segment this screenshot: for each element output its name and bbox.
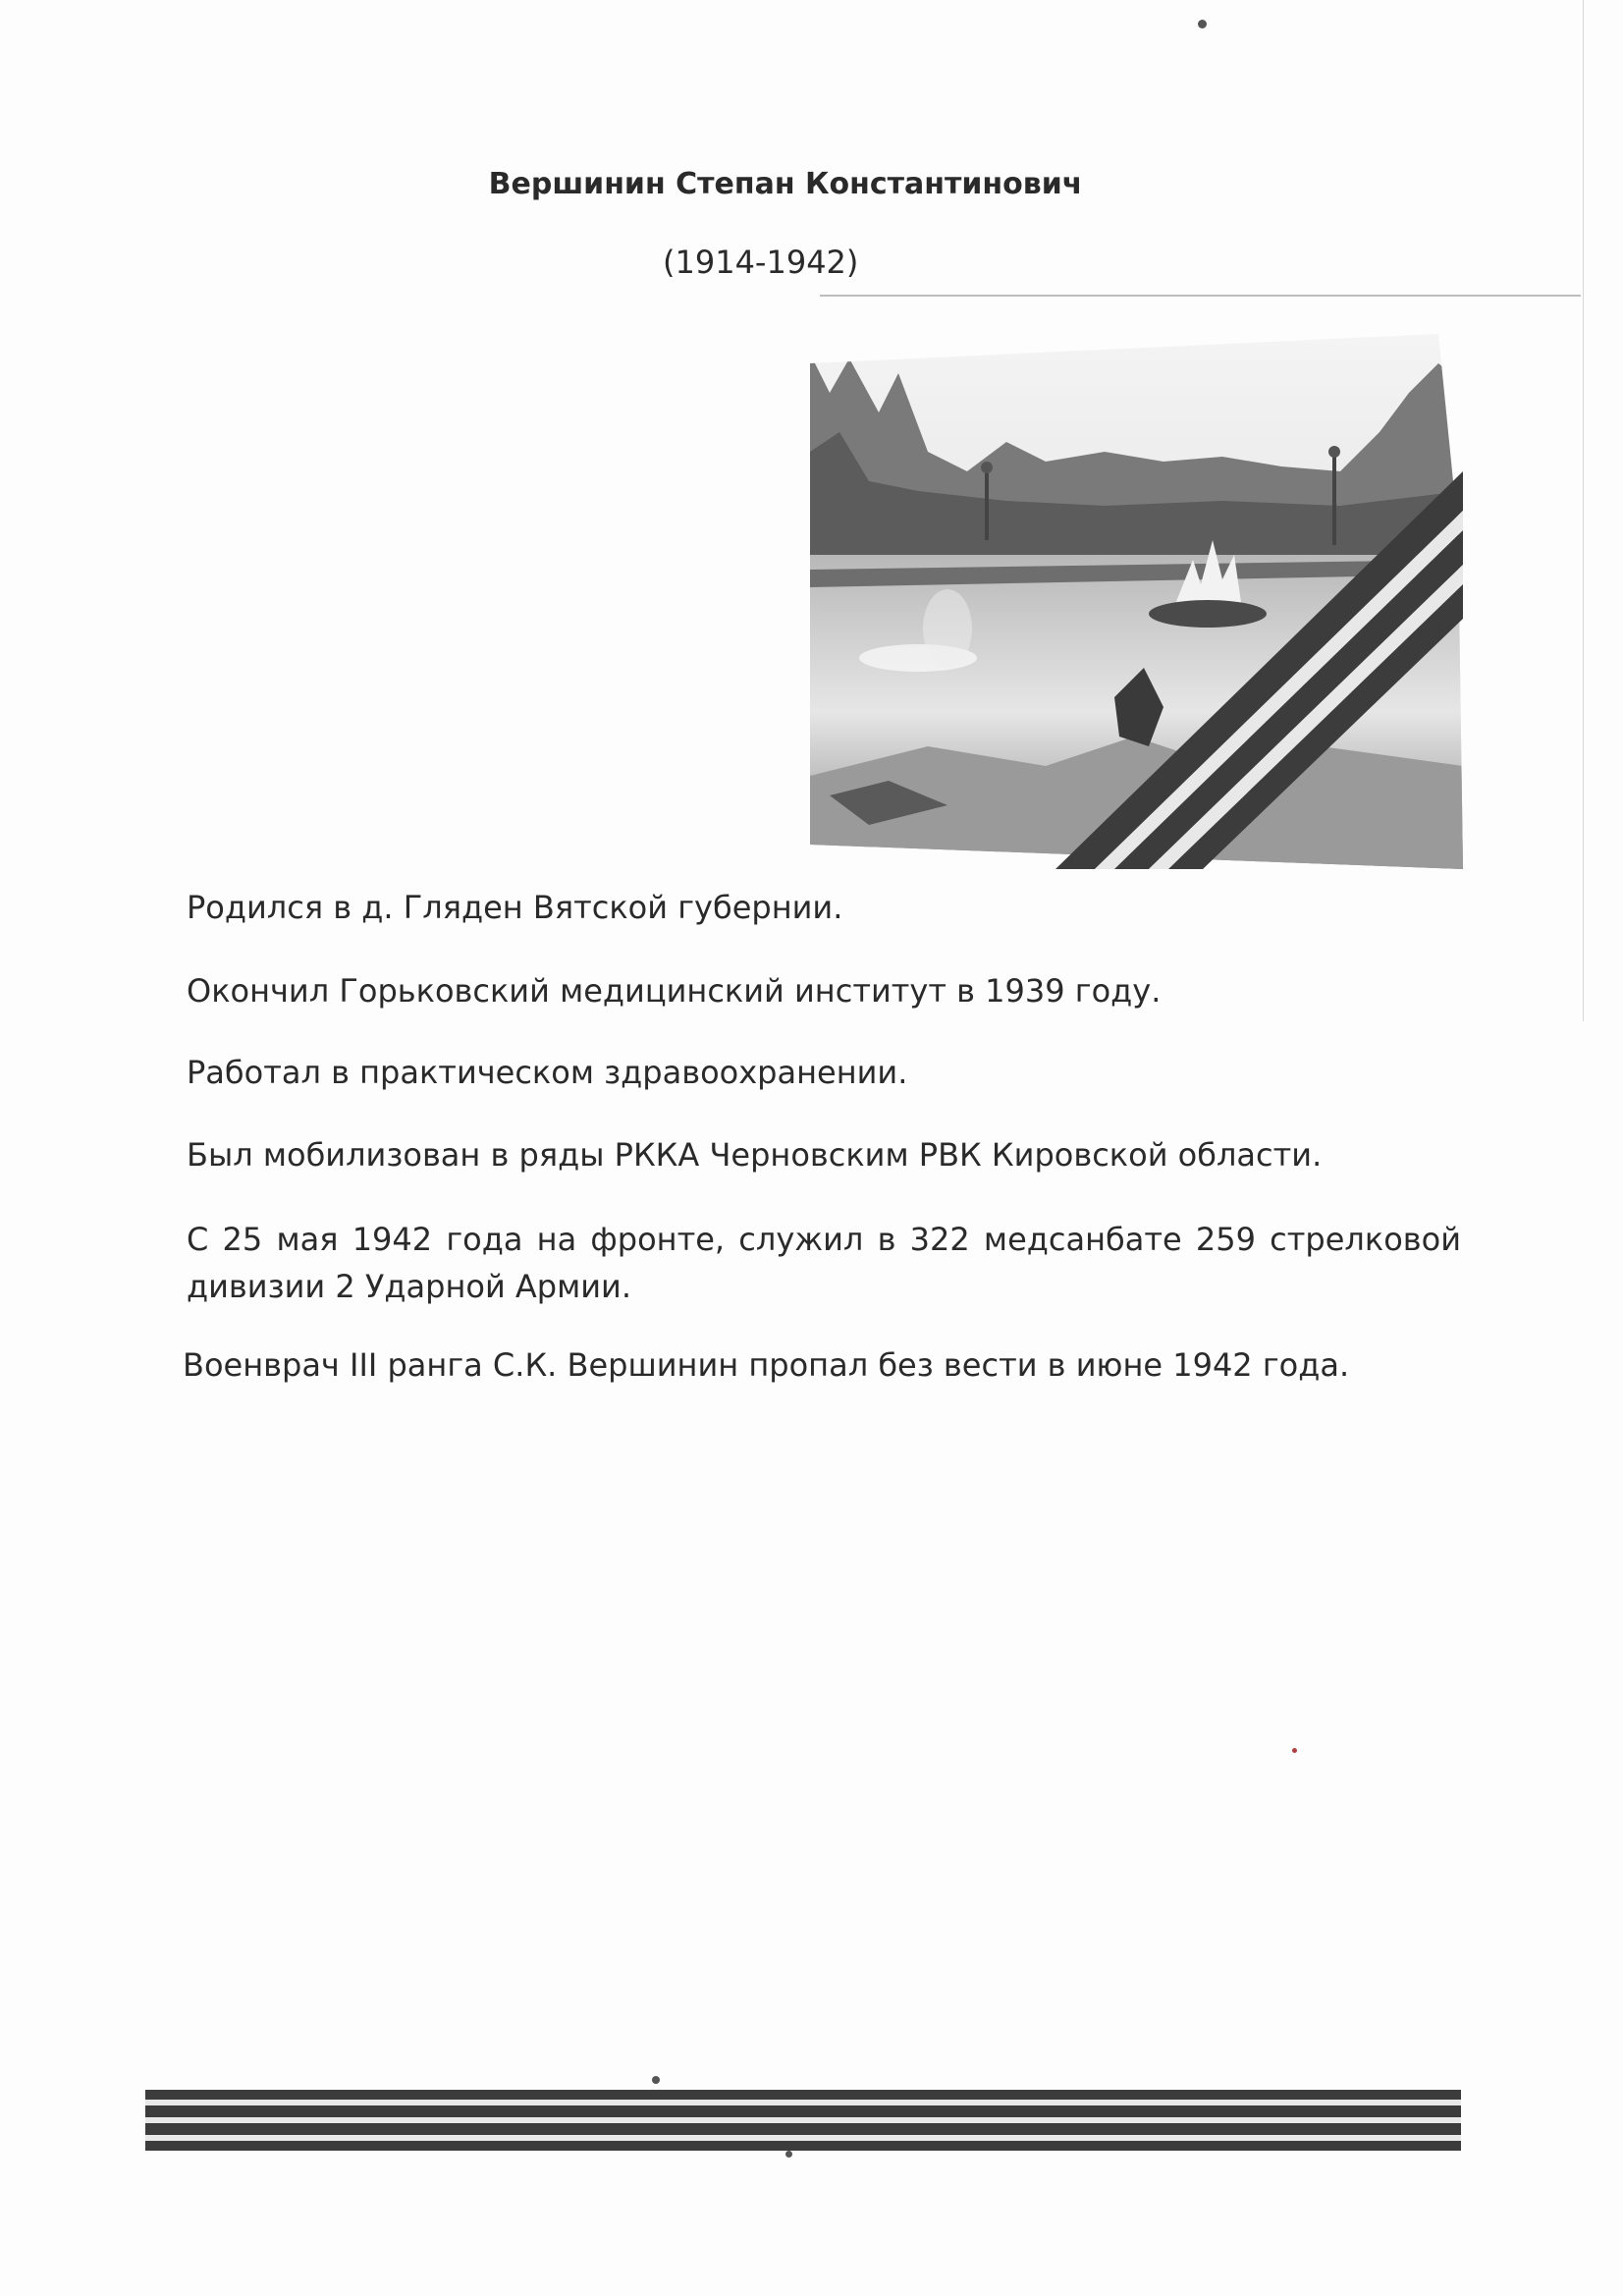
footer-ribbon <box>145 2090 1461 2151</box>
bio-paragraph: Родился в д. Гляден Вятской губернии. <box>187 889 843 926</box>
bio-paragraph: Был мобилизован в ряды РККА Черновским РВК Кировской области. <box>187 1136 1323 1174</box>
bio-paragraph: С 25 мая 1942 года на фронте, служил в 322 медсанбате 259 стрелковой дивизии 2 Ударной Армии. <box>187 1221 1461 1305</box>
scan-speck <box>652 2076 660 2084</box>
life-dates: (1914-1942) <box>663 244 859 281</box>
scan-speck <box>1198 20 1207 28</box>
scan-speck <box>785 2151 792 2158</box>
person-name-title: Вершинин Степан Константинович <box>488 167 1083 201</box>
memorial-photo <box>810 334 1463 869</box>
bio-paragraph: Военврач III ранга С.К. Вершинин пропал без вести в июне 1942 года. <box>183 1346 1350 1384</box>
scan-edge-line <box>1583 0 1584 1021</box>
bio-paragraph: Работал в практическом здравоохранении. <box>187 1054 908 1091</box>
bio-paragraph: Окончил Горьковский медицинский институт в 1939 году. <box>187 972 1162 1010</box>
scan-speck <box>1292 1748 1297 1753</box>
header-divider <box>820 295 1581 297</box>
